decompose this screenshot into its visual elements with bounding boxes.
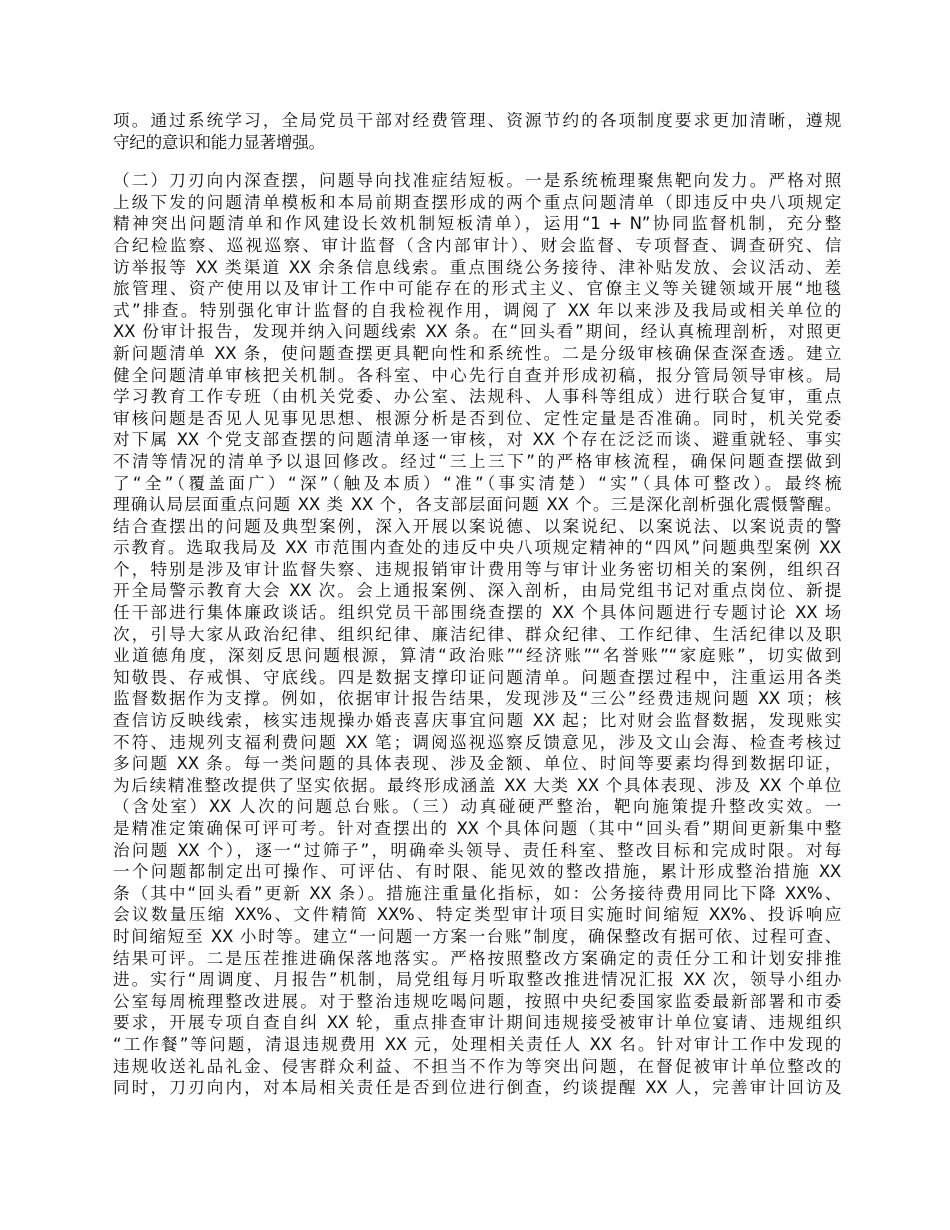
document-page	[113, 110, 841, 1099]
text-line: 开全局警示教育大会 XX 次。会上通报案例、深入剖析，由局党组书记对重点岗位、新提	[113, 581, 841, 601]
text-line: 式”排查。特别强化审计监督的自我检视作用，调阅了 XX 年以来涉及我局或相关单位的	[113, 300, 841, 320]
text-line: 精神突出问题清单和作风建设长效机制短板清单），运用“1 + N”协同监督机制，充分整	[113, 214, 841, 234]
text-line: 示教育。选取我局及 XX 市范围内查处的违反中央八项规定精神的“四风”问题典型案例 XX	[113, 538, 841, 558]
text-line: 守纪的意识和能力显著增强。	[113, 132, 325, 152]
text-line: 合纪检监察、巡视巡察、审计监督（含内部审计）、财会监督、专项督查、调查研究、信	[113, 235, 841, 255]
text-line: 个，特别是涉及审计监督失察、违规报销审计费用等与审计业务密切相关的案例，组织召	[113, 559, 841, 579]
text-line: 时间缩短至 XX 小时等。建立“一问题一方案一台账”制度，确保整改有据可依、过程可查、	[113, 926, 841, 946]
text-line: 审核问题是否见人见事见思想、根源分析是否到位、定性定量是否准确。同时，机关党委	[113, 408, 841, 428]
text-line: 了“全”（覆盖面广）“深”（触及本质）“准”（事实清楚）“实”（具体可整改）。最终梳	[113, 473, 841, 493]
text-line: 公室每周梳理整改进展。对于整治违规吃喝问题，按照中央纪委国家监委最新部署和市委	[113, 991, 841, 1011]
text-line: 不清等情况的清单予以退回修改。经过“三上三下”的严格审核流程，确保问题查摆做到	[113, 451, 841, 471]
text-line: 旅管理、资产使用以及审计工作中可能存在的形式主义、官僚主义等关键领域开展“地毯	[113, 279, 841, 299]
text-line: （含处室）XX 人次的问题总台账。（三）动真碰硬严整治，靶向施策提升整改实效。一	[113, 797, 841, 817]
text-line: 业道德角度，深刻反思问题根源，算清“政治账”“经济账”“名誉账”“家庭账”，切实做到	[113, 646, 841, 666]
text-line: 对下属 XX 个党支部查摆的问题清单逐一审核，对 XX 个存在泛泛而谈、避重就轻、事实	[113, 430, 841, 450]
text-line: 不符、违规列支福利费问题 XX 笔；调阅巡视巡察反馈意见，涉及文山会海、检查考核过	[113, 732, 841, 752]
text-line: 为后续精准整改提供了坚实依据。最终形成涵盖 XX 大类 XX 个具体表现、涉及 XX 个单位	[113, 775, 841, 795]
text-line: 访举报等 XX 类渠道 XX 余条信息线索。重点围绕公务接待、津补贴发放、会议活动、差	[113, 257, 841, 277]
text-line: 项。通过系统学习，全局党员干部对经费管理、资源节约的各项制度要求更加清晰，遵规	[113, 111, 841, 130]
text-line: 同时，刀刃向内，对本局相关责任是否到位进行倒查，约谈提醒 XX 人，完善审计回访及	[113, 1078, 841, 1098]
text-line: 次，引导大家从政治纪律、组织纪律、廉洁纪律、群众纪律、工作纪律、生活纪律以及职	[113, 624, 841, 644]
paragraph-closing-previous-section	[113, 110, 841, 153]
text-line: XX 份审计报告，发现并纳入问题线索 XX 条。在“回头看”期间，经认真梳理剖析，对照更	[113, 322, 841, 342]
text-line: 知敬畏、存戒惧、守底线。四是数据支撑印证问题清单。问题查摆过程中，注重运用各类	[113, 667, 841, 687]
text-line: 治问题 XX 个），逐一“过筛子”，明确牵头领导、责任科室、整改目标和完成时限。对每	[113, 840, 841, 860]
text-line: 要求，开展专项自查自纠 XX 轮，重点排查审计期间违规接受被审计单位宴请、违规组织	[113, 1013, 841, 1033]
text-line: 任干部进行集体廉政谈话。组织党员干部围绕查摆的 XX 个具体问题进行专题讨论 XX 场	[113, 603, 841, 623]
text-line: 一个问题都制定出可操作、可评估、有时限、能见效的整改措施，累计形成整治措施 XX	[113, 862, 841, 882]
text-line: 条（其中“回头看”更新 XX 条）。措施注重量化指标，如：公务接待费用同比下降 XX%、	[113, 883, 841, 903]
text-line: 会议数量压缩 XX%、文件精简 XX%、特定类型审计项目实施时间缩短 XX%、投诉响应	[113, 905, 841, 925]
text-line: 上级下发的问题清单模板和本局前期查摆形成的两个重点问题清单（即违反中央八项规定	[113, 192, 841, 212]
text-line: 结合查摆出的问题及典型案例，深入开展以案说德、以案说纪、以案说法、以案说责的警	[113, 516, 841, 536]
text-line: 违规收送礼品礼金、侵害群众利益、不担当不作为等突出问题，在督促被审计单位整改的	[113, 1056, 841, 1076]
text-line: 结果可评。二是压茬推进确保落地落实。严格按照整改方案确定的责任分工和计划安排推	[113, 948, 841, 968]
text-line: 是精准定策确保可评可考。针对查摆出的 XX 个具体问题（其中“回头看”期间更新集中整	[113, 819, 841, 838]
text-line: “工作餐”等问题，清退违规费用 XX 元，处理相关责任人 XX 名。针对审计工作中发现的	[113, 1034, 841, 1054]
text-line: 学习教育工作专班（由机关党委、办公室、法规科、人事科等组成）进行联合复审，重点	[113, 387, 841, 407]
paragraph-section-two	[113, 170, 841, 1099]
text-line: 多问题 XX 条。每一类问题的具体表现、涉及金额、单位、时间等要素均得到数据印证，	[113, 754, 841, 774]
text-line: 理确认局层面重点问题 XX 类 XX 个，各支部层面问题 XX 个。三是深化剖析强化震慑警醒。	[113, 495, 841, 515]
text-line: 查信访反映线索，核实违规操办婚丧喜庆事宜问题 XX 起；比对财会监督数据，发现账实	[113, 711, 841, 731]
text-line: 进。实行“周调度、月报告”机制，局党组每月听取整改推进情况汇报 XX 次，领导小组办	[113, 970, 841, 990]
text-line: 新问题清单 XX 条，使问题查摆更具靶向性和系统性。二是分级审核确保查深查透。建立	[113, 343, 841, 363]
text-line: （二）刀刃向内深查摆，问题导向找准症结短板。一是系统梳理聚焦靶向发力。严格对照	[113, 171, 841, 191]
text-line: 监督数据作为支撑。例如，依据审计报告结果，发现涉及“三公”经费违规问题 XX 项；核	[113, 689, 841, 709]
text-line: 健全问题清单审核把关机制。各科室、中心先行自查并形成初稿，报分管局领导审核。局	[113, 365, 841, 385]
